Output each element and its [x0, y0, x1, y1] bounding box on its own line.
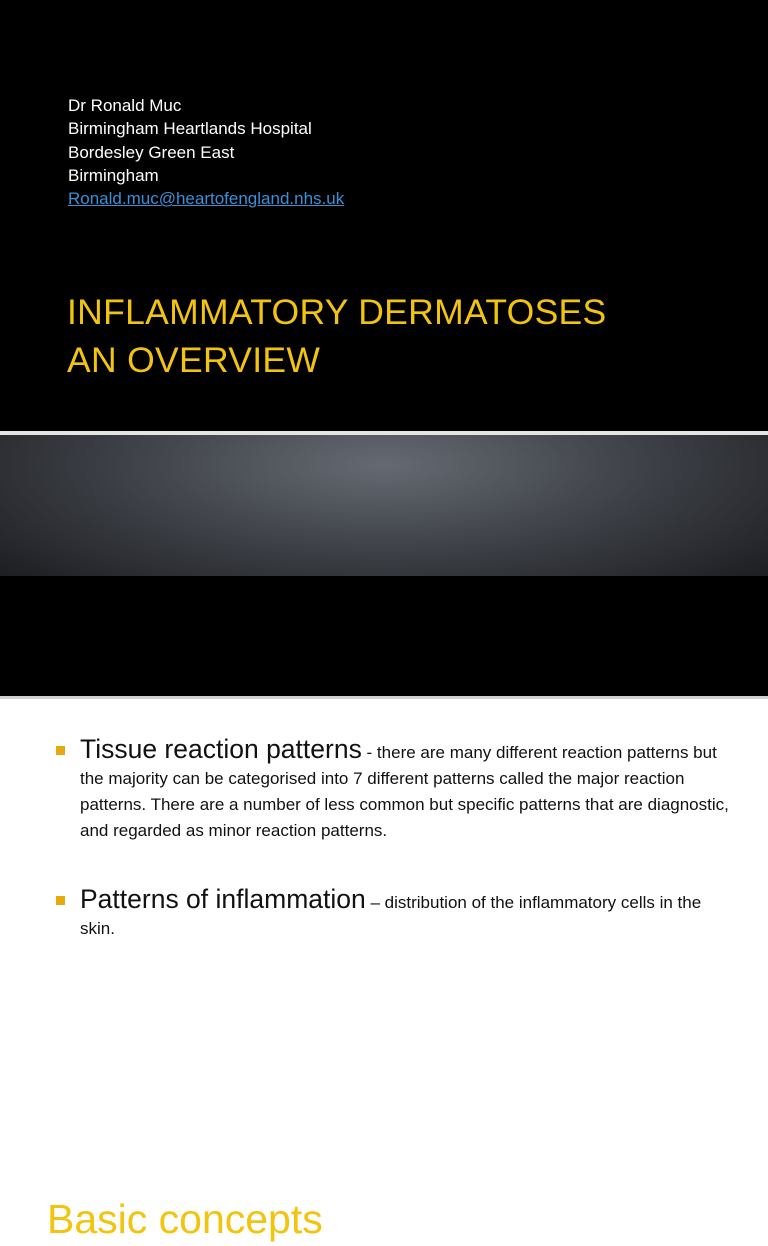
presentation-title-line-1: INFLAMMATORY DERMATOSES	[67, 292, 607, 332]
bullet-item-inflammation-patterns	[54, 884, 734, 942]
presentation-title	[67, 288, 757, 384]
author-contact-block	[68, 94, 344, 210]
content-slide-divider	[0, 696, 768, 699]
bullet-term: Tissue reaction patterns	[80, 734, 362, 764]
bullet-description: – distribution of the inflammatory cells in the skin.	[80, 893, 702, 938]
bullet-list	[54, 734, 734, 942]
bullet-description: - there are many different reaction patterns but the majority can be categorised into 7 different patterns called the major reaction patterns. There are a number of less common but specific patterns that are diagnostic, and regarded as minor reaction patterns.	[80, 743, 729, 840]
slide-title: Basic concepts	[47, 1196, 323, 1242]
presentation-title-line-2: AN OVERVIEW	[67, 340, 321, 380]
author-street: Bordesley Green East	[68, 142, 235, 162]
author-name: Dr Ronald Muc	[68, 96, 182, 115]
author-city: Birmingham	[68, 165, 159, 185]
title-slide-gradient-band	[0, 435, 768, 576]
square-bullet-icon	[56, 746, 65, 755]
author-email-link[interactable]: Ronald.muc@heartofengland.nhs.uk	[68, 189, 345, 209]
bullet-item-tissue-reaction	[54, 734, 734, 844]
title-slide-header	[0, 0, 768, 431]
square-bullet-icon	[56, 896, 65, 905]
author-hospital: Birmingham Heartlands Hospital	[68, 119, 312, 139]
bullet-term: Patterns of inflammation	[80, 884, 366, 914]
